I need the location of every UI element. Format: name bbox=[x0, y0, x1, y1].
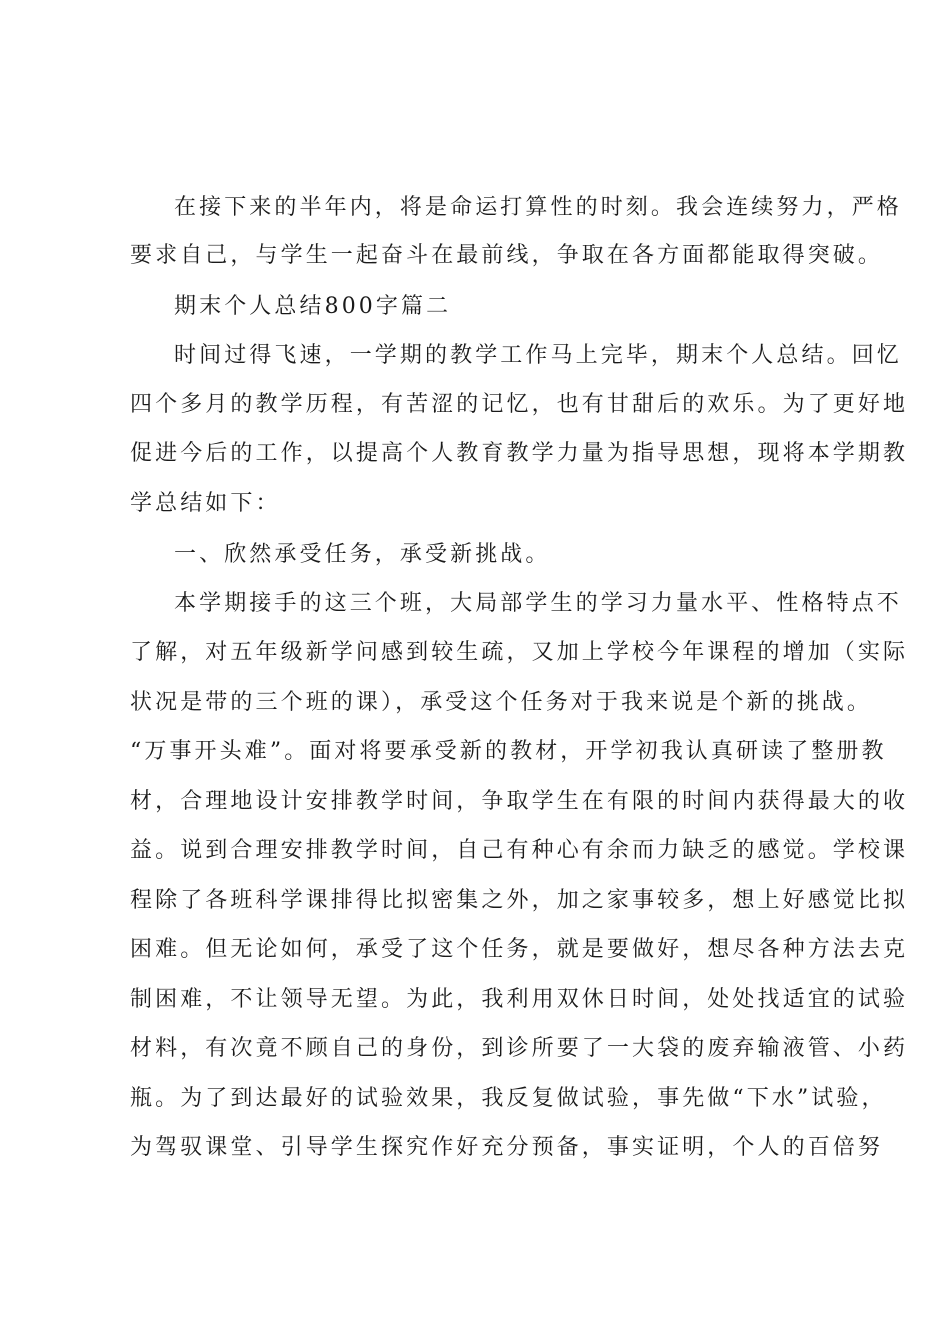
section-heading: 期末个人总结800字篇二 bbox=[174, 294, 452, 319]
subsection-heading: 一、欣然承受任务，承受新挑战。 bbox=[174, 542, 551, 567]
paragraph-line: 学总结如下： bbox=[130, 491, 281, 516]
paragraph-line: 四个多月的教学历程，有苦涩的记忆，也有甘甜后的欢乐。为了更好地 bbox=[130, 392, 909, 417]
paragraph-line: 在接下来的半年内，将是命运打算性的时刻。我会连续努力，严格 bbox=[174, 195, 902, 220]
paragraph-line: 状况是带的三个班的课），承受这个任务对于我来说是个新的挑战。 bbox=[130, 690, 873, 715]
paragraph-line: 困难。但无论如何，承受了这个任务，就是要做好，想尽各种方法去克 bbox=[130, 937, 909, 962]
paragraph-line: 本学期接手的这三个班，大局部学生的学习力量水平、性格特点不 bbox=[174, 591, 902, 616]
paragraph-line: 要求自己，与学生一起奋斗在最前线，争取在各方面都能取得突破。 bbox=[130, 243, 884, 268]
paragraph-line: 瓶。为了到达最好的试验效果，我反复做试验，事先做“下水”试验， bbox=[130, 1086, 887, 1111]
paragraph-line: 程除了各班科学课排得比拟密集之外，加之家事较多，想上好感觉比拟 bbox=[130, 888, 909, 913]
paragraph-line: 材料，有次竟不顾自己的身份，到诊所要了一大袋的废弃输液管、小药 bbox=[130, 1036, 909, 1061]
paragraph-line: 益。说到合理安排教学时间，自己有种心有余而力缺乏的感觉。学校课 bbox=[130, 838, 909, 863]
paragraph-line: 材，合理地设计安排教学时间，争取学生在有限的时间内获得最大的收 bbox=[130, 789, 909, 814]
paragraph-line: 了解，对五年级新学问感到较生疏，又加上学校今年课程的增加（实际 bbox=[130, 640, 909, 665]
paragraph-line: 为驾驭课堂、引导学生探究作好充分预备，事实证明，个人的百倍努 bbox=[130, 1135, 884, 1160]
paragraph-line: 制困难，不让领导无望。为此，我利用双休日时间，处处找适宜的试验 bbox=[130, 987, 909, 1012]
paragraph-line: 促进今后的工作，以提高个人教育教学力量为指导思想，现将本学期教 bbox=[130, 441, 909, 466]
paragraph-line: 时间过得飞速，一学期的教学工作马上完毕，期末个人总结。回忆 bbox=[174, 343, 902, 368]
paragraph-line: “万事开头难”。面对将要承受新的教材，开学初我认真研读了整册教 bbox=[130, 739, 887, 764]
